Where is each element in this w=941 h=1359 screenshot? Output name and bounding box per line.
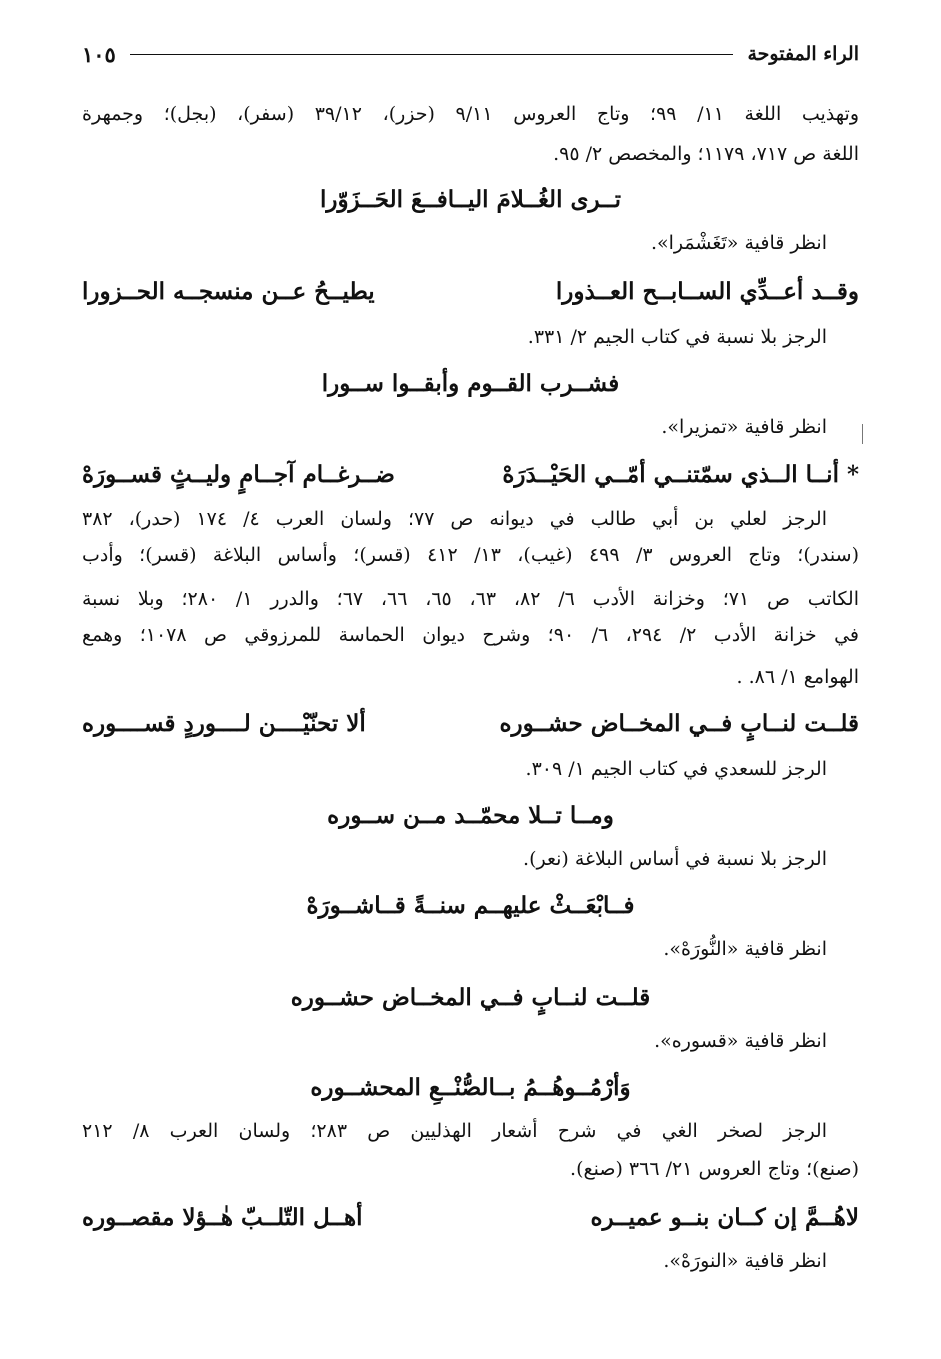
verse-line: قلــت لنــابٍ فــي المخــاض حشــوره — [290, 984, 651, 1011]
running-title: الراء المفتوحة — [747, 43, 859, 65]
citation-line: وتهذيب اللغة ١١/ ٩٩؛ وتاج العروس ٩/١١ (حزر)، ٣٩/١٢ (سفر)، (بجل)؛ وجمهرة — [82, 103, 859, 125]
citation-line: الهوامع ١/ ٨٦. . — [736, 666, 859, 688]
page-header — [82, 38, 859, 70]
citation-line: في خزانة الأدب ٢/ ٢٩٤، ٦/ ٩٠؛ وشرح ديوان الحماسة للمرزوقي ص ١٠٧٨؛ وهمع — [82, 624, 859, 646]
verse-hemistich-first: * أنــا الــذي سمّتنــي أمّــي الحَيْــدَرَهْ — [502, 461, 859, 488]
citation-line: الرجز بلا نسبة في أساس البلاغة (نعر). — [523, 848, 827, 870]
verse-hemistich-second: ألا تحنّيْــــن لــــوردٍ قســــوره — [82, 710, 366, 737]
cross-reference: انظر قافية «قسوره». — [654, 1030, 827, 1052]
verse-line: ومــا تــلا محمّــد مــن ســوره — [327, 802, 614, 829]
citation-line: الرجز لعلي بن أبي طالب في ديوانه ص ٧٧؛ ولسان العرب ٤/ ١٧٤ (حدر)، ٣٨٢ — [82, 508, 827, 530]
verse-line: فشــرب القــوم وأبقــوا ســورا — [321, 370, 620, 397]
citation-line: (سندر)؛ وتاج العروس ٣/ ٤٩٩ (غيب)، ١٣/ ٤١٢ (قسر)؛ وأساس البلاغة (قسر)؛ وأدب — [82, 544, 859, 566]
citation-line: الرجز لصخر الغي في شرح أشعار الهذليين ص ٢٨٣؛ ولسان العرب ٨/ ٢١٢ — [82, 1120, 827, 1142]
citation-line: اللغة ص ٧١٧، ١١٧٩؛ والمخصص ٢/ ٩٥. — [553, 143, 859, 165]
verse-line: وَأرْمُــوهُــمُ بــالصُّنْــعِ المحشــوره — [310, 1074, 631, 1101]
page-number: ١٠٥ — [82, 41, 116, 67]
cross-reference: انظر قافية «تمزيرا». — [661, 416, 827, 438]
citation-line: (صنع)؛ وتاج العروس ٢١/ ٣٦٦ (صنع). — [570, 1158, 859, 1180]
citation-line: الكاتب ص ٧١؛ وخزانة الأدب ٦/ ٨٢، ٦٣، ٦٥، ٦٦، ٦٧؛ والدرر ١/ ٢٨٠؛ وبلا نسبة — [82, 588, 860, 610]
verse-hemistich-second: ضــرغــام آجــامٍ وليــثٍ قســورَهْ — [82, 461, 395, 488]
verse-hemistich-first: قلــت لنــابٍ فــي المخــاض حشــوره — [499, 710, 859, 737]
verse-hemistich-first: وقــد أعــدِّي الســابــح العــذورا — [555, 278, 859, 305]
verse-hemistich-second: أهــل التّلــبّ هٰــؤلا مقصــوره — [82, 1204, 363, 1231]
verse-hemistich-first: لاهُــمَّ إن كــان بنــو عميــره — [590, 1204, 859, 1231]
header-rule — [130, 54, 734, 55]
cross-reference: انظر قافية «تَغَشْمَرا». — [650, 232, 827, 254]
citation-line: الرجز بلا نسبة في كتاب الجيم ٢/ ٣٣١. — [527, 326, 827, 348]
margin-mark — [862, 424, 863, 444]
cross-reference: انظر قافية «النُّورَهْ». — [663, 938, 827, 960]
verse-line: فــابْعَــثْ عليهــم سنــةً قــاشــورَهْ — [306, 892, 635, 919]
citation-line: الرجز للسعدي في كتاب الجيم ١/ ٣٠٩. — [525, 758, 827, 780]
cross-reference: انظر قافية «النورَهْ». — [663, 1250, 827, 1272]
verse-hemistich-second: يطيــحُ عــن منسجــه الحــزورا — [82, 278, 375, 305]
verse-line: تــرى الغُــلامَ اليــافــعَ الحَــزَوّرا — [319, 186, 622, 213]
